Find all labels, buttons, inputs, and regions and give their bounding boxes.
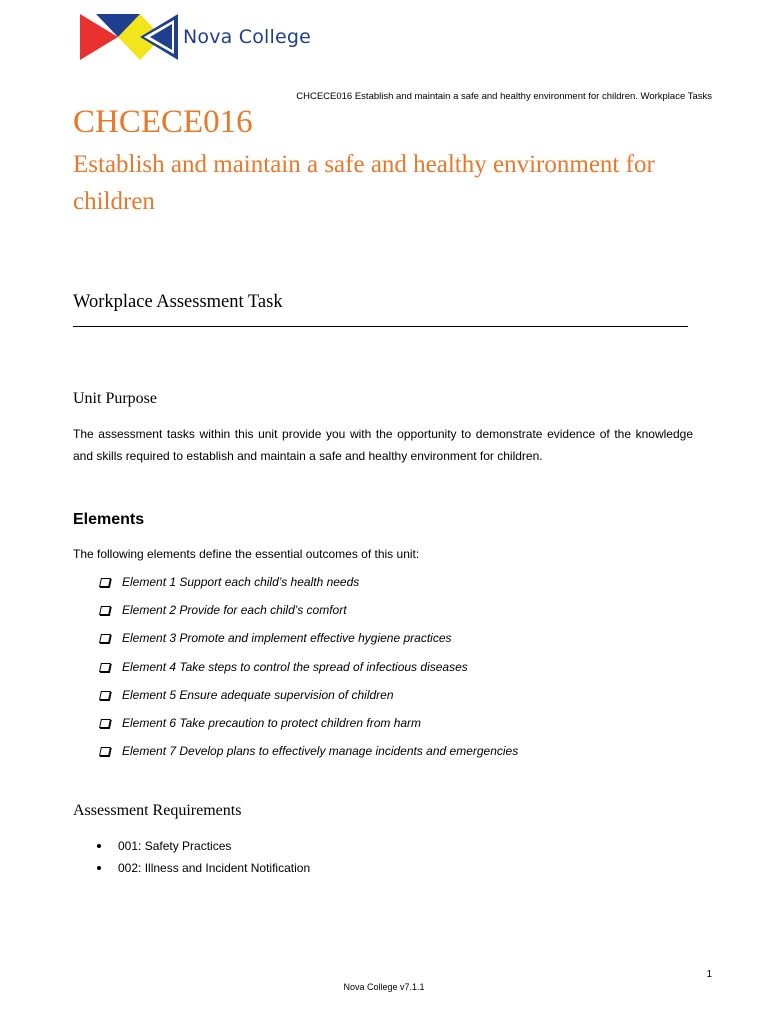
- bullet-dot-icon: [97, 844, 101, 848]
- list-item: [98, 660, 518, 688]
- unit-title: Establish and maintain a safe and healthy environment for children: [73, 151, 655, 215]
- box-bullet-icon: [99, 578, 111, 587]
- box-bullet-icon: [99, 634, 111, 643]
- element-label: Element 1 Support each child’s health needs: [122, 575, 360, 589]
- list-item: [97, 839, 310, 861]
- footer-version: Nova College v7.1.1: [343, 982, 425, 992]
- section-title: Workplace Assessment Task: [73, 292, 283, 312]
- running-header: CHCECE016 Establish and maintain a safe and healthy environment for children. Workplace Tasks: [296, 91, 712, 102]
- list-item: [98, 575, 518, 603]
- requirement-label: 001: Safety Practices: [118, 839, 232, 853]
- unit-purpose-text: The assessment tasks within this unit provide you with the opportunity to demonstrate evidence of the knowledge and skills required to establish and maintain a safe and healthy environment for children.: [73, 427, 693, 463]
- list-item: [98, 716, 518, 744]
- list-item: [97, 861, 310, 883]
- element-label: Element 3 Promote and implement effective hygiene practices: [122, 631, 452, 646]
- list-item: [98, 688, 518, 716]
- logo-text: Nova College: [183, 26, 312, 48]
- element-label: Element 6 Take precaution to protect children from harm: [122, 715, 422, 730]
- elements-intro: The following elements define the essential outcomes of this unit:: [73, 547, 420, 561]
- element-label: Element 4 Take steps to control the spread of infectious diseases: [122, 659, 468, 674]
- box-bullet-icon: [99, 663, 111, 672]
- unit-code: CHCECE016: [73, 104, 253, 140]
- list-item: [98, 603, 518, 631]
- elements-heading: Elements: [73, 511, 145, 528]
- unit-purpose-heading: Unit Purpose: [73, 390, 157, 407]
- assessment-requirements-heading: Assessment Requirements: [73, 802, 242, 819]
- assessment-requirements-list: [97, 839, 310, 883]
- page-number: 1: [706, 969, 712, 980]
- bullet-dot-icon: [97, 866, 101, 870]
- section-divider: [73, 326, 688, 327]
- requirement-label: 002: Illness and Incident Notification: [118, 861, 311, 875]
- element-label: Element 5 Ensure adequate supervision of children: [122, 687, 394, 702]
- box-bullet-icon: [99, 691, 111, 700]
- box-bullet-icon: [99, 719, 111, 728]
- list-item: [98, 631, 518, 659]
- elements-list: [98, 575, 518, 772]
- box-bullet-icon: [99, 747, 111, 756]
- element-label: Element 2 Provide for each child’s comfort: [122, 603, 347, 618]
- box-bullet-icon: [99, 606, 111, 615]
- list-item: [98, 744, 518, 772]
- element-label: Element 7 Develop plans to effectively manage incidents and emergencies: [122, 744, 519, 759]
